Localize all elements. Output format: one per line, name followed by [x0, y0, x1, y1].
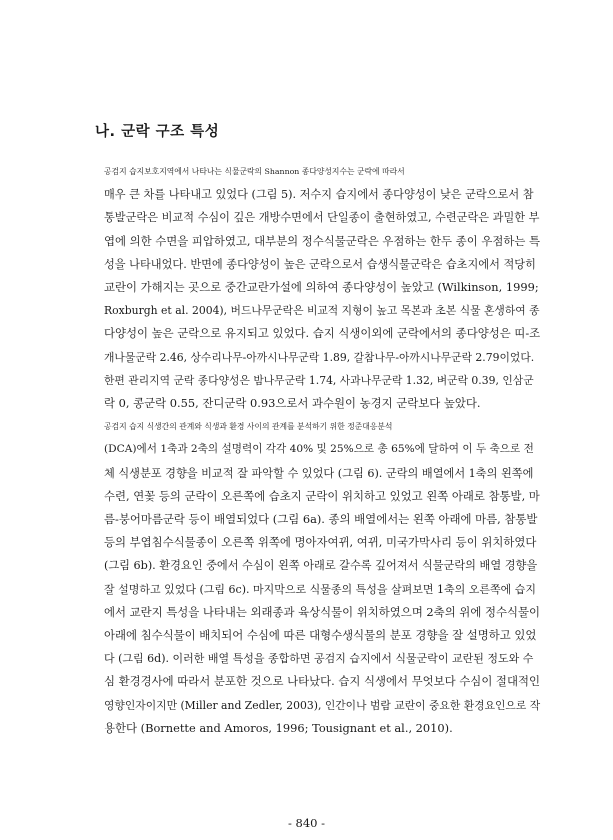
text-line: 매우 큰 차를 나타내고 있었다 (그림 5). 저수지 습지에서 종다양성이 낮은 군락으로서 참	[104, 188, 534, 202]
text-line: 등의 부엽침수식물종이 오른쪽 위쪽에 명아자여뀌, 여뀌, 미국가막사리 등이 위치하였다	[104, 535, 537, 550]
paragraph-1	[92, 160, 540, 415]
page-number: - 840 -	[287, 816, 326, 830]
text-line: 다양성이 높은 군락으로 유지되고 있었다. 습지 식생이외에 군락에서의 종다양성은 띠-조	[104, 326, 541, 341]
text-line: 용한다 (Bornette and Amoros, 1996; Tousignant et al., 2010).	[104, 720, 453, 735]
text-line: 심 환경경사에 따라서 분포한 것으로 나타났다. 습지 식생에서 무엇보다 수심이 절대적인	[104, 674, 540, 689]
text-line: 개나물군락 2.46, 상수리나무-아까시나무군락 1.89, 갈참나무-아까시나무군락 2.79이었다.	[104, 350, 535, 364]
text-line: (그림 6b). 환경요인 중에서 수심이 왼쪽 아래로 갈수록 깊어져서 식물군락의 배열 경향을	[104, 559, 538, 573]
text-line: 름-붕어마름군락 등이 배열되었다 (그림 6a). 종의 배열에서는 왼쪽 아래에 마름, 참통발	[104, 512, 538, 527]
text-line: 다 (그림 6d). 이러한 배열 특성을 종합하면 공검지 습지에서 식물군락이 교란된 정도와 수	[104, 652, 534, 666]
paragraph-2	[92, 415, 540, 740]
section-heading: 나. 군락 구조 특성	[95, 124, 220, 140]
text-line: 성을 나타내었다. 반면에 종다양성이 높은 군락으로서 습생식물군락은 습초지에서 적당히	[104, 257, 536, 271]
text-line: 공검지 습지보호지역에서 나타나는 식물군락의 Shannon 종다양성지수는 군락에 따라서	[104, 167, 405, 176]
text-line: 공검지 습지 식생간의 관계와 식생과 환경 사이의 관계를 분석하기 위한 정준대응분석	[104, 422, 393, 432]
text-line: 에서 교란지 특성을 나타내는 외래종과 육상식물이 위치하였으며 2축의 위에 정수식물이	[104, 604, 540, 619]
text-line: 한편 관리지역 군락 종다양성은 밤나무군락 1.74, 사과나무군락 1.32, 벼군락 0.39, 인삼군	[104, 373, 534, 387]
text-line: 엽에 의한 수면을 피압하였고, 대부분의 정수식물군락은 우점하는 한두 종이 우점하는 특	[104, 233, 540, 248]
text-line: 아래에 침수식물이 배치되어 수심에 따른 대형수생식물의 분포 경향을 잘 설명하고 있었	[104, 628, 537, 643]
text-line: 영향인자이지만 (Miller and Zedler, 2003), 인간이나 범람 교란이 중요한 환경요인으로 작	[104, 698, 541, 712]
text-line: (DCA)에서 1축과 2축의 설명력이 각각 40% 및 25%으로 총 65%에 달하여 이 두 축으로 전	[104, 443, 534, 456]
text-line: 체 식생분포 경향을 비교적 잘 파악할 수 있었다 (그림 6). 군락의 배열에서 1축의 왼쪽에	[104, 466, 534, 480]
body-text	[92, 160, 540, 740]
text-line: 교란이 가해지는 곳으로 중간교란가설에 의하여 종다양성이 높았고 (Wilkinson, 1999;	[104, 280, 539, 295]
text-line: 통발군락은 비교적 수심이 깊은 개방수면에서 단일종이 출현하였고, 수련군락은 과밀한 부	[104, 211, 540, 225]
text-line: 수련, 연꽃 등의 군락이 오른쪽에 습초지 군락이 위치하고 있었고 왼쪽 아래로 참통발, 마	[104, 488, 540, 503]
text-line: 잘 설명하고 있었다 (그림 6c). 마지막으로 식물종의 특성을 살펴보면 1축의 오른쪽에 습지	[104, 582, 536, 596]
text-line: Roxburgh et al. 2004), 버드나무군락은 비교적 지형이 높고 목본과 초본 식물 혼생하여 종	[104, 304, 540, 318]
text-line: 락 0, 콩군락 0.55, 잔디군락 0.93으로서 과수원이 농경지 군락보다 높았다.	[104, 396, 481, 411]
